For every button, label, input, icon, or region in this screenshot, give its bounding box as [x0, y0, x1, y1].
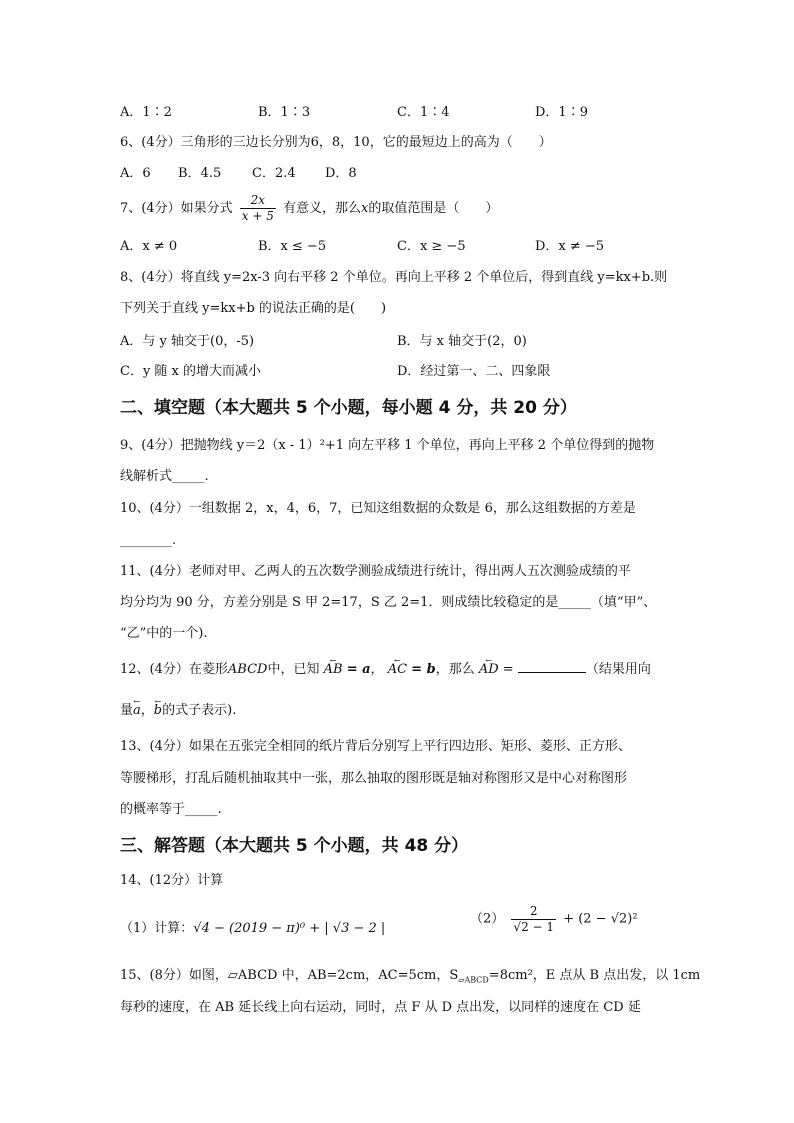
- q5-option-b: B．1∶3: [258, 105, 311, 120]
- q12-vector-ad: ← AD: [479, 661, 499, 679]
- q12-vector-ab: ← AB: [324, 661, 343, 679]
- q14-part2-fraction: [511, 904, 556, 935]
- q12-line2b: ，: [140, 703, 154, 718]
- q6-option-c: C．2.4: [252, 166, 296, 181]
- q7-option-c: C．x ≥ −5: [397, 239, 466, 254]
- q7-prefix: 7、(4分）如果分式: [120, 201, 233, 216]
- q12-line2a: 量: [120, 703, 134, 718]
- q14-part1-expression: √4 − (2019 − π)⁰ + | √3 − 2 |: [193, 921, 386, 936]
- q15-line1-tail: =8cm²，E 点从 B 点出发，以 1cm: [488, 968, 701, 983]
- q14-part2-numerator: 2: [511, 904, 556, 920]
- q14-stem: 14、(12分）计算: [120, 873, 224, 888]
- q12-mid1: 中，已知: [267, 662, 320, 677]
- q13-line3: 的概率等于_____.: [120, 802, 222, 817]
- q7-variable: x: [361, 201, 369, 216]
- q7-option-d: D．x ≠ −5: [535, 239, 605, 254]
- q7-suffix2: 的取值范围是（ ）: [368, 201, 499, 216]
- q10-line1: 10、(4分）一组数据 2，x，4，6，7，已知这组数据的众数是 6，那么这组数据的方差是: [120, 501, 636, 516]
- q5-option-d: D．1∶9: [535, 105, 588, 120]
- q7-fraction-numerator: 2x: [240, 193, 276, 209]
- q12-eq2: = b: [411, 662, 436, 677]
- q14-part2-tail: + (2 − √2)²: [563, 911, 638, 927]
- q9-line1: 9、(4分）把抛物线 y＝2（x - 1）²+1 向左平移 1 个单位，再向上平移 2 个单位得到的抛物: [120, 438, 655, 453]
- q14-part1-label: （1）计算：: [120, 921, 194, 936]
- q12-vector-ac: ← AC: [388, 661, 407, 679]
- q11-line3: “乙”中的一个).: [120, 626, 208, 641]
- q7-option-b: B．x ≤ −5: [258, 239, 327, 254]
- section-solve-heading: 三、解答题（本大题共 5 个小题，共 48 分）: [120, 836, 469, 856]
- q11-line1: 11、(4分）老师对甲、乙两人的五次数学测验成绩进行统计，得出两人五次测验成绩的平: [120, 564, 631, 579]
- q14-part1: [120, 920, 385, 938]
- q10-line2: ________.: [120, 533, 177, 548]
- q12-answer-blank: [518, 660, 586, 673]
- q6-option-d: D．8: [325, 166, 357, 181]
- q8-option-a: A．与 y 轴交于(0，-5): [120, 334, 255, 349]
- q12-var-b: ← b: [154, 702, 162, 720]
- q12-shape: ABCD: [227, 662, 268, 677]
- q12-prefix: 12、(4分）在菱形: [120, 662, 228, 677]
- q7-fraction-denominator: x + 5: [241, 209, 274, 223]
- q15-line1-text: 15、(8分）如图，▱ABCD 中，AB=2cm，AC=5cm，S: [120, 968, 459, 983]
- q6-stem: 6、(4分）三角形的三边长分别为6，8，10，它的最短边上的高为（ ）: [120, 135, 552, 150]
- section-fill-in-heading: 二、填空题（本大题共 5 个小题，每小题 4 分，共 20 分）: [120, 398, 577, 418]
- q7-option-a: A．x ≠ 0: [120, 239, 178, 254]
- q6-option-a: A．6: [120, 166, 151, 181]
- q7-stem: [120, 193, 498, 224]
- q15-line1: [120, 967, 700, 990]
- q12-line1: 12、(4分）在菱形ABCD中，已知 ← AB = a， ← AC = b，那么 ← AD = （结果用向: [120, 660, 651, 679]
- q12-line2c: 的式子表示).: [162, 703, 237, 718]
- q7-suffix1: 有意义，那么: [283, 201, 362, 216]
- q13-line2: 等腰梯形，打乱后随机抽取其中一张，那么抽取的图形既是轴对称图形又是中心对称图形: [120, 771, 628, 786]
- q12-eq3: =: [502, 662, 514, 677]
- q7-fraction: [240, 193, 276, 224]
- q15-line2: 每秒的速度，在 AB 延长线上向右运动，同时，点 F 从 D 点出发，以同样的速度在 CD 延: [120, 1000, 641, 1015]
- q8-stem-line1: 8、(4分）将直线 y=2x-3 向右平移 2 个单位。再向上平移 2 个单位后，得到直线 y=kx+b.则: [120, 270, 668, 285]
- q12-eq1: = a: [346, 662, 371, 677]
- q12-var-a: ← a: [133, 702, 141, 720]
- q5-option-a: A．1∶2: [120, 105, 172, 120]
- q13-line1: 13、(4分）如果在五张完全相同的纸片背后分别写上平行四边形、矩形、菱形、正方形、: [120, 739, 631, 754]
- q12-mid2: ，那么: [435, 662, 475, 677]
- q14-part2-denominator: √2 − 1: [513, 920, 555, 934]
- q6-option-b: B．4.5: [178, 166, 222, 181]
- q9-line2: 线解析式_____.: [120, 469, 209, 484]
- q8-option-b: B．与 x 轴交于(2，0): [397, 334, 527, 349]
- q8-stem-line2: 下列关于直线 y=kx+b 的说法正确的是( ): [120, 301, 387, 316]
- q12-suffix: （结果用向: [585, 662, 651, 677]
- q11-line2: 均分均为 90 分，方差分别是 S 甲 2=17，S 乙 2=1．则成绩比较稳定的是_____（填“甲”、: [120, 595, 657, 610]
- q8-option-d: D．经过第一、二、四象限: [397, 364, 551, 379]
- q15-line1-subscript: ▱ABCD: [458, 975, 489, 985]
- q14-part2: [470, 904, 638, 935]
- q14-part2-label: （2）: [470, 911, 505, 927]
- q8-option-c: C．y 随 x 的增大而减小: [120, 364, 262, 379]
- q12-line2: [120, 702, 236, 720]
- q5-option-c: C．1∶4: [397, 105, 450, 120]
